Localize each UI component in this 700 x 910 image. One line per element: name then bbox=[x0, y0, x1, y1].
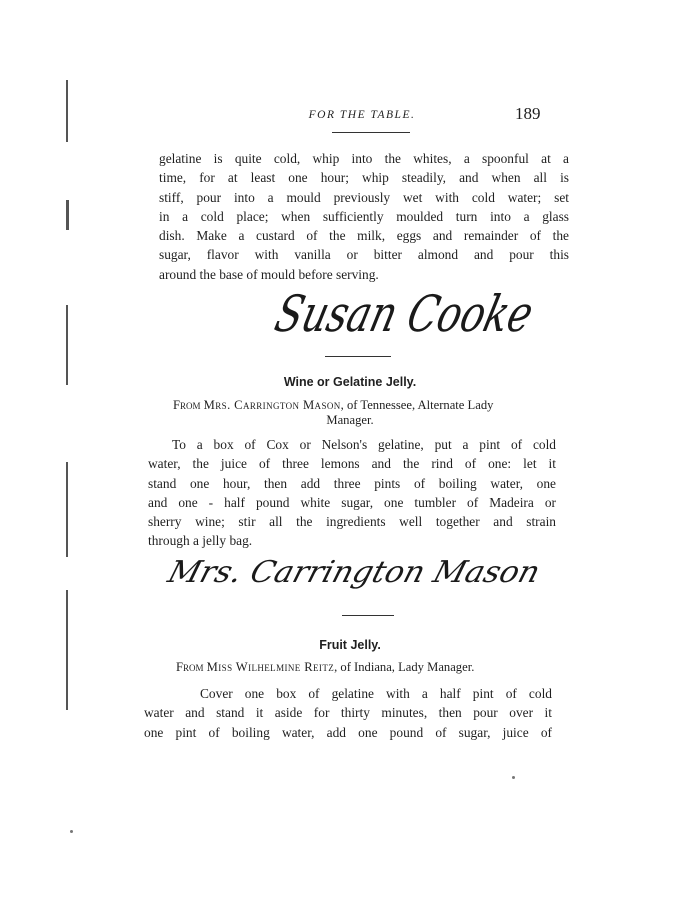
text-line: water, the juice of three lemons and the rind of one: let it bbox=[148, 456, 556, 472]
text-line: gelatine is quite cold, whip into the whites, a spoonful at a bbox=[159, 151, 569, 166]
text-line: sugar, flavor with vanilla or bitter almond and pour this bbox=[159, 247, 569, 263]
recipe-title: Fruit Jelly. bbox=[319, 638, 381, 652]
contributor-details: , of Tennessee, Alternate Lady bbox=[340, 398, 494, 412]
contributor-details: , of Indiana, Lady Manager. bbox=[334, 660, 475, 674]
recipe-paragraph bbox=[148, 435, 556, 551]
text-line: dish. Make a custard of the milk, eggs and remainder of the bbox=[159, 228, 569, 244]
from-label: From bbox=[173, 398, 201, 412]
text-line: in a cold place; when sufficiently moulded turn into a glass bbox=[159, 208, 569, 224]
contributor-line-continued: Manager. bbox=[326, 413, 374, 427]
contributor-name: Mrs. Carrington Mason bbox=[203, 398, 341, 412]
contributor-line bbox=[173, 397, 493, 414]
svg-text:Mrs. Carrington Mason: Mrs. Carrington Mason bbox=[164, 555, 532, 590]
section-rule bbox=[325, 356, 391, 357]
contributor-name: Miss Wilhelmine Reitz bbox=[206, 660, 335, 674]
text-line: one pint of boiling water, add one pound of sugar, juice of bbox=[144, 724, 552, 740]
text-line: stand one hour, then add three pints of boiling water, one bbox=[148, 475, 556, 491]
scan-gutter-mark bbox=[66, 462, 68, 557]
text-line: time, for at least one hour; whip steadily, and when all is bbox=[159, 170, 569, 186]
text-line: through a jelly bag. bbox=[148, 533, 253, 549]
text-line: stiff, pour into a mould previously wet with cold water; set bbox=[159, 189, 569, 205]
contributor-line bbox=[176, 659, 474, 676]
scan-gutter-mark bbox=[66, 305, 68, 385]
text-line: sherry wine; stir all the ingredients well together and strain bbox=[148, 514, 556, 530]
svg-text:Susan Cooke: Susan Cooke bbox=[269, 284, 613, 343]
from-label: From bbox=[176, 660, 204, 674]
page-number: 189 bbox=[515, 104, 541, 123]
text-line: Cover one box of gelatine with a half pint of cold bbox=[200, 686, 552, 701]
section-rule bbox=[342, 615, 394, 616]
header-rule bbox=[332, 132, 410, 133]
signature-susan-cooke bbox=[269, 284, 613, 355]
scan-gutter-mark bbox=[66, 80, 68, 142]
text-line: around the base of mould before serving. bbox=[159, 266, 379, 282]
scan-speck bbox=[512, 776, 515, 779]
recipe-paragraph bbox=[144, 684, 552, 742]
text-line: and one - half pound white sugar, one tumbler of Madeira or bbox=[148, 494, 556, 510]
scan-speck bbox=[70, 830, 73, 833]
recipe-title: Wine or Gelatine Jelly. bbox=[283, 375, 417, 389]
running-title: FOR THE TABLE. bbox=[308, 109, 416, 121]
text-line: water and stand it aside for thirty minutes, then pour over it bbox=[144, 705, 552, 721]
signature-mrs-carrington-mason bbox=[164, 548, 552, 610]
scan-gutter-mark bbox=[66, 200, 69, 230]
text-line: To a box of Cox or Nelson's gelatine, put a pint of cold bbox=[172, 437, 556, 452]
intro-paragraph bbox=[159, 149, 569, 284]
